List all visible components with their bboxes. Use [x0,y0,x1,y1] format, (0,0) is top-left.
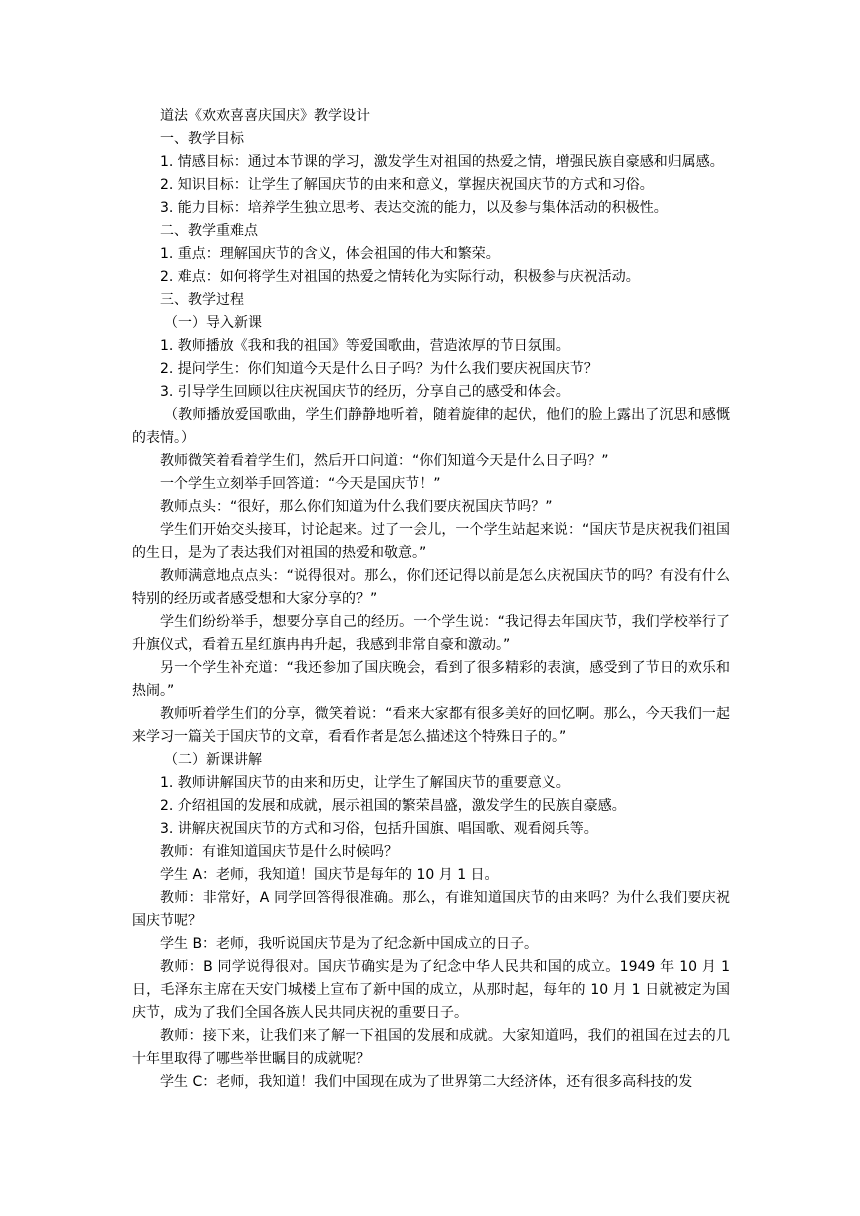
paragraph: 三、教学过程 [160,292,244,308]
paragraph: 2. 知识目标：让学生了解国庆节的由来和意义，掌握庆祝国庆节的方式和习俗。 [160,177,654,193]
paragraph: 3. 能力目标：培养学生独立思考、表达交流的能力，以及参与集体活动的积极性。 [160,200,668,216]
paragraph: 2. 介绍祖国的发展和成就，展示祖国的繁荣昌盛，激发学生的民族自豪感。 [160,798,626,814]
paragraph: 学生 C：老师，我知道！我们中国现在成为了世界第二大经济体，还有很多高科技的发 [160,1074,693,1090]
paragraph: 二、教学重难点 [160,223,258,239]
paragraph: 教师：非常好，A 同学回答得很准确。那么，有谁知道国庆节的由来吗？为什么我们要庆祝国庆节呢？ [132,890,730,929]
paragraph: 学生们开始交头接耳，讨论起来。过了一会儿，一个学生站起来说：“国庆节是庆祝我们祖国的生日，是为了表达我们对祖国的热爱和敬意。” [132,522,730,561]
paragraph: 1. 重点：理解国庆节的含义，体会祖国的伟大和繁荣。 [160,246,500,262]
paragraph: （二）新课讲解 [164,752,262,768]
paragraph: 一个学生立刻举手回答道：“今天是国庆节！” [160,476,441,492]
paragraph: 1. 教师讲解国庆节的由来和历史，让学生了解国庆节的重要意义。 [160,775,570,791]
paragraph: 教师：B 同学说得很对。国庆节确实是为了纪念中华人民共和国的成立。1949 年 10 月 1 日，毛泽东主席在天安门城楼上宣布了新中国的成立，从那时起，每年的 10 月 1 日就被定为国庆节，成为了我们全国各族人民共同庆祝的重要日子。 [132,959,730,1021]
paragraph: 教师满意地点点头：“说得很对。那么，你们还记得以前是怎么庆祝国庆节的吗？有没有什么特别的经历或者感受想和大家分享的？” [132,568,730,607]
paragraph: 2. 难点：如何将学生对祖国的热爱之情转化为实际行动，积极参与庆祝活动。 [160,269,640,285]
paragraph: 3. 引导学生回顾以往庆祝国庆节的经历，分享自己的感受和体会。 [160,384,570,400]
paragraph: 学生们纷纷举手，想要分享自己的经历。一个学生说：“我记得去年国庆节，我们学校举行了升旗仪式，看着五星红旗冉冉升起，我感到非常自豪和激动。” [132,614,730,653]
paragraph: 2. 提问学生：你们知道今天是什么日子吗？为什么我们要庆祝国庆节？ [160,361,598,377]
paragraph: （教师播放爱国歌曲，学生们静静地听着，随着旋律的起伏，他们的脸上露出了沉思和感慨的表情。） [132,407,730,446]
paragraph: 教师微笑着看着学生们，然后开口问道：“你们知道今天是什么日子吗？” [160,453,609,469]
paragraph: 教师听着学生们的分享，微笑着说：“看来大家都有很多美好的回忆啊。那么，今天我们一起来学习一篇关于国庆节的文章，看看作者是怎么描述这个特殊日子的。” [132,706,730,745]
paragraph: 另一个学生补充道：“我还参加了国庆晚会，看到了很多精彩的表演，感受到了节日的欢乐和热闹。” [132,660,730,699]
paragraph: 3. 讲解庆祝国庆节的方式和习俗，包括升国旗、唱国歌、观看阅兵等。 [160,821,598,837]
document-body [132,105,730,1094]
paragraph: 教师：有谁知道国庆节是什么时候吗？ [160,844,398,860]
paragraph: 学生 A：老师，我知道！国庆节是每年的 10 月 1 日。 [160,867,499,883]
paragraph: 道法《欢欢喜喜庆国庆》教学设计 [160,108,370,124]
paragraph: 学生 B：老师，我听说国庆节是为了纪念新中国成立的日子。 [160,936,539,952]
paragraph: 1. 情感目标：通过本节课的学习，激发学生对祖国的热爱之情，增强民族自豪感和归属感。 [160,154,724,170]
paragraph: 教师：接下来，让我们来了解一下祖国的发展和成就。大家知道吗，我们的祖国在过去的几十年里取得了哪些举世瞩目的成就呢？ [132,1028,730,1067]
paragraph: 1. 教师播放《我和我的祖国》等爱国歌曲，营造浓厚的节日氛围。 [160,338,570,354]
paragraph: 教师点头：“很好，那么你们知道为什么我们要庆祝国庆节吗？” [160,499,553,515]
paragraph: （一）导入新课 [164,315,262,331]
paragraph: 一、教学目标 [160,131,244,147]
